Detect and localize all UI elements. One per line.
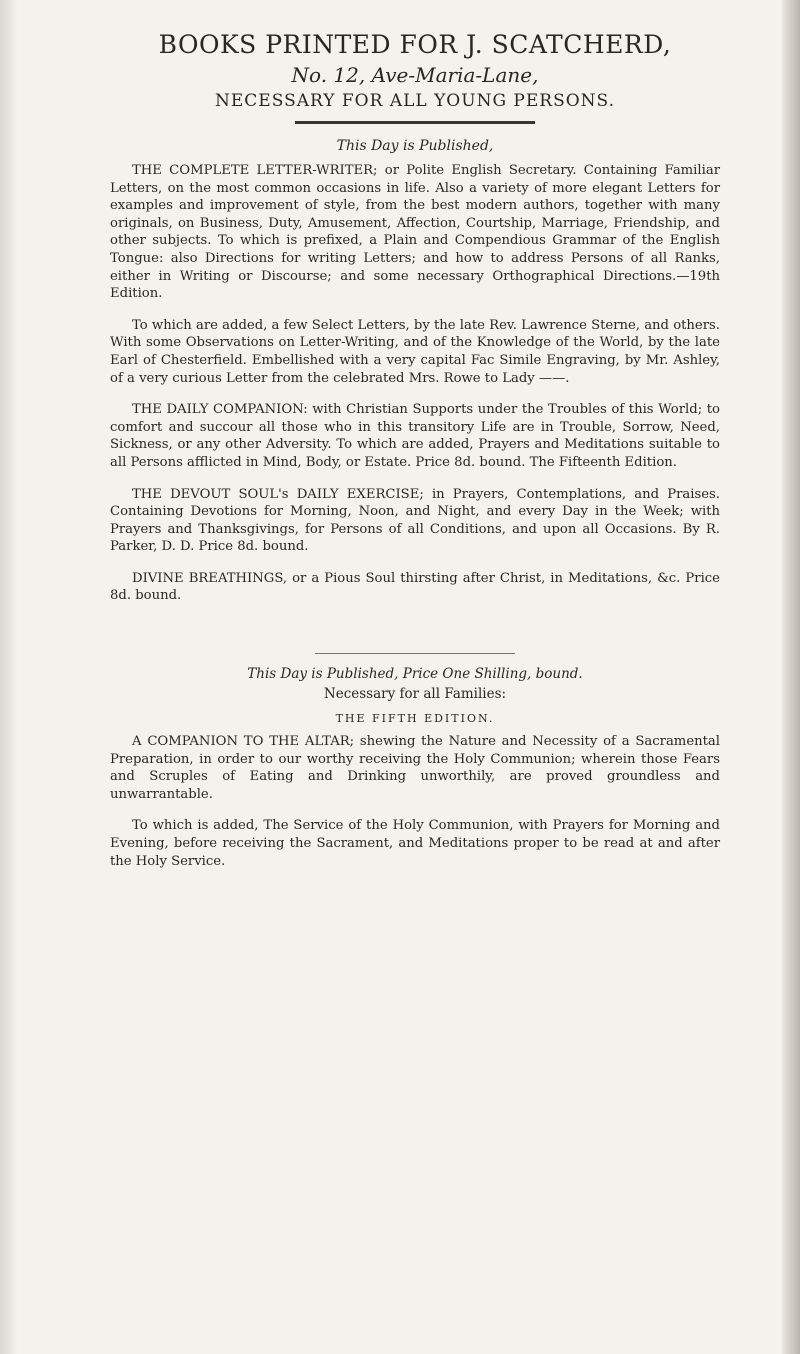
entry-divine-breathings	[110, 570, 720, 605]
section2-subtitle: This Day is Published, Price One Shilling, bound.	[247, 666, 583, 683]
section2-subtitle-2: Necessary for all Families:	[323, 686, 507, 703]
entry-title: DIVINE BREATHINGS,	[132, 570, 288, 586]
entry-text: shewing the Nature and Necessity of a Sacramental Preparation, in order to our worthy receiving the Holy Communion; wherein those Fears and Scruples of Eating and Drinking unworthily, are proved groundless and unwarrantable.	[110, 734, 720, 802]
entry-complete-letter-writer	[110, 162, 720, 303]
section-subtitle: This Day is Published,	[336, 138, 494, 154]
entry-text: in Prayers, Contemplations, and Praises. Containing Devotions for Morning, Noon, and Night, and every Day in the Week; with Prayers and Thanksgivings, for Persons of all Conditions, and upon all Occasions. By R. Parker, D. D. Price 8d. bound.	[110, 486, 720, 555]
entry-title: THE COMPLETE LETTER-WRITER;	[132, 163, 378, 178]
entry-text: or a Pious Soul thirsting after Christ, in Meditations, &c. Price 8d. bound.	[110, 570, 720, 604]
entry-text: with Christian Supports under the Troubles of this World; to comfort and succour all those who in this transitory Life are in Trouble, Sorrow, Need, Sickness, or any other Adversity. To which are added, Prayers and Meditations suitable to all Persons afflicted in Mind, Body, or Estate. Price 8d. bound. The Fifteenth Edition.	[110, 402, 720, 470]
publisher-address: No. 12, Ave-Maria-Lane,	[291, 63, 539, 87]
entry-daily-companion	[110, 401, 720, 471]
entry-additions	[110, 317, 720, 387]
edition-line: THE FIFTH EDITION.	[335, 712, 495, 726]
section-divider	[315, 653, 515, 654]
entry-title: A COMPANION TO THE ALTAR;	[132, 734, 355, 750]
page-edge-right	[782, 0, 800, 1354]
audience-line: NECESSARY FOR ALL YOUNG PERSONS.	[215, 91, 615, 111]
header-rule	[295, 121, 535, 124]
entry-text: or Polite English Secretary. Containing Familiar Letters, on the most common occasions in life. Also a variety of more elegant Letters for examples and improvement of style, from the best modern authors, together with many originals, on Business, Duty, Amusement, Affection, Courtship, Marriage, Friendship, and other subjects. To which is prefixed, a Plain and Compendious Grammar of the English Tongue: also Directions for writing Letters; and how to address Persons of all Ranks, either in Writing or Discourse; and some necessary Orthographical Directions.—19th Edition.	[110, 163, 721, 302]
entry-title: THE DAILY COMPANION:	[132, 402, 308, 418]
entry-text: To which is added, The Service of the Holy Communion, with Prayers for Morning and Evening, before receiving the Sacrament, and Meditations proper to be read at and after the Holy Service.	[110, 818, 720, 869]
entry-devout-soul	[110, 486, 720, 556]
entry-companion-altar	[110, 733, 720, 803]
publisher-title: BOOKS PRINTED FOR J. SCATCHERD,	[158, 30, 672, 59]
page-edge-left	[0, 0, 18, 1354]
entry-text: To which are added, a few Select Letters, by the late Rev. Lawrence Sterne, and others. With some Observations on Letter-Writing, and of the Knowledge of the World, by the late Earl of Chesterfield. Embellished with a very capital Fac Simile Engraving, by Mr. Ashley, of a very curious Letter from the celebrated Mrs. Rowe to Lady ——.	[110, 317, 720, 386]
entry-altar-addition	[110, 817, 720, 870]
entry-title: THE DEVOUT SOUL's DAILY EXERCISE;	[132, 486, 424, 502]
page	[110, 0, 720, 1354]
